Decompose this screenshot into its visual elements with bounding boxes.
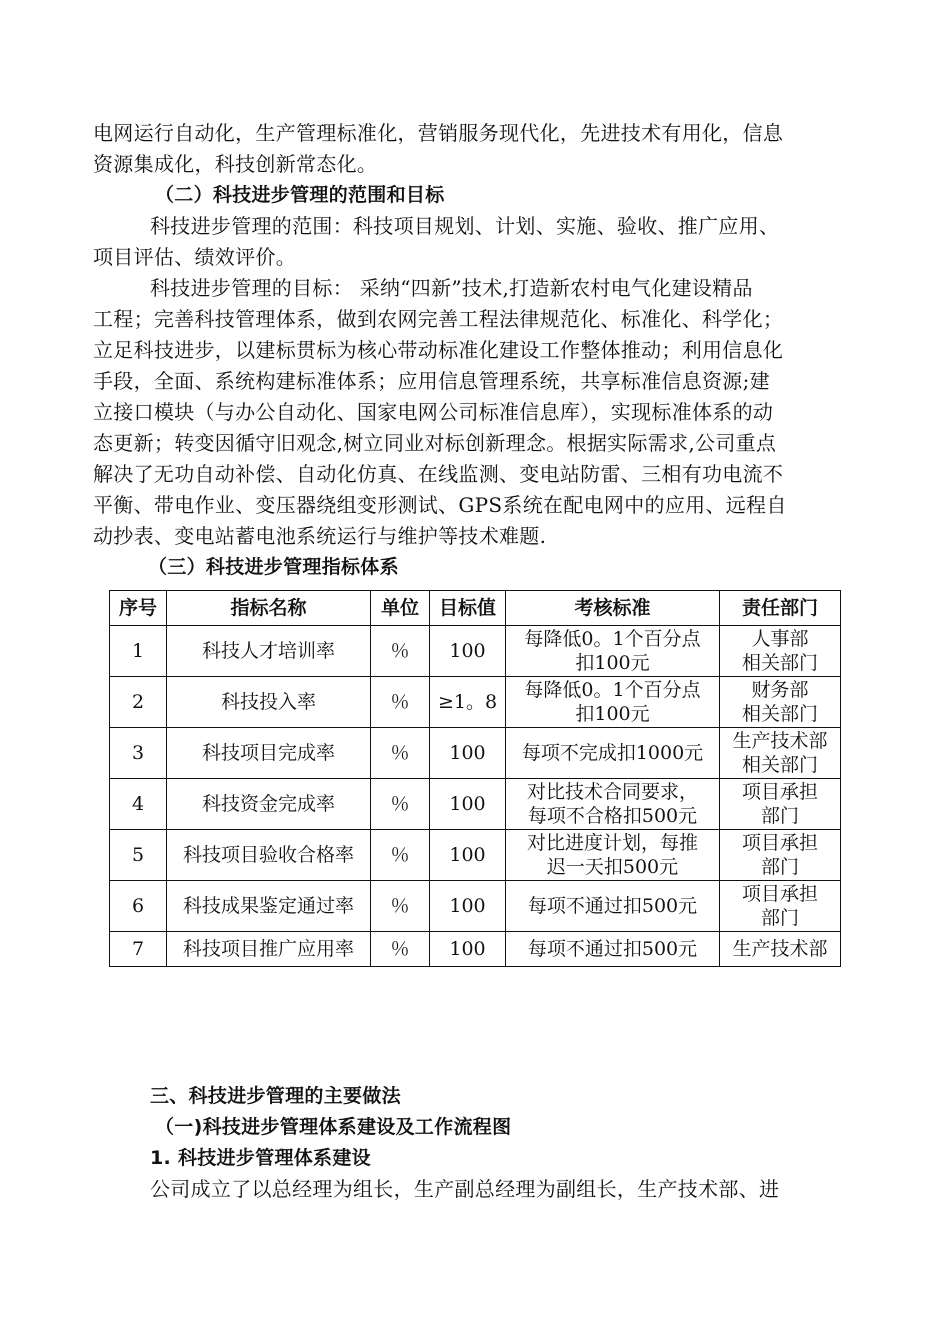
dept-line: 财务部 bbox=[751, 679, 809, 701]
column-header: 序号 bbox=[110, 591, 167, 626]
paragraph-line: 科技进步管理的目标： 采纳“四新”技术,打造新农村电气化建设精品 bbox=[150, 276, 753, 300]
dept-line: 项目承担 bbox=[741, 781, 818, 803]
paragraph-line: 电网运行自动化，生产管理标准化，营销服务现代化，先进技术有用化，信息 bbox=[93, 121, 784, 145]
table-row bbox=[110, 677, 841, 728]
cell-unit: ％ bbox=[371, 779, 430, 830]
standard-line: 每项不通过扣500元 bbox=[527, 895, 698, 917]
column-header: 单位 bbox=[371, 591, 430, 626]
standard-line: 每项不合格扣500元 bbox=[527, 805, 698, 827]
cell-standard bbox=[506, 626, 720, 677]
paragraph-line: 科技进步管理的范围：科技项目规划、计划、实施、验收、推广应用、 bbox=[150, 214, 780, 238]
cell-standard bbox=[506, 779, 720, 830]
standard-line: 每降低0。1个百分点 bbox=[524, 628, 701, 650]
cell-no: 1 bbox=[110, 626, 167, 677]
cell-dept bbox=[720, 728, 841, 779]
dept-line: 部门 bbox=[760, 805, 799, 827]
dept-line: 人事部 bbox=[751, 628, 809, 650]
table-header-row bbox=[110, 591, 841, 626]
paragraph-line: 项目评估、绩效评价。 bbox=[93, 245, 296, 269]
standard-line: 对比进度计划，每推 bbox=[526, 832, 698, 854]
section-heading: （三）科技进步管理指标体系 bbox=[148, 556, 399, 578]
cell-dept bbox=[720, 830, 841, 881]
cell-name: 科技项目推广应用率 bbox=[167, 932, 371, 967]
cell-unit: ％ bbox=[371, 728, 430, 779]
cell-no: 7 bbox=[110, 932, 167, 967]
standard-line: 迟一天扣500元 bbox=[546, 856, 679, 878]
cell-name: 科技资金完成率 bbox=[167, 779, 371, 830]
cell-unit: ％ bbox=[371, 677, 430, 728]
paragraph-line: 手段，全面、系统构建标准体系；应用信息管理系统，共享标准信息资源;建 bbox=[93, 369, 770, 393]
paragraph-line: 资源集成化，科技创新常态化。 bbox=[93, 152, 378, 176]
paragraph-line: 平衡、带电作业、变压器绕组变形测试、GPS系统在配电网中的应用、远程自 bbox=[93, 493, 787, 517]
dept-line: 项目承担 bbox=[741, 832, 818, 854]
table-row bbox=[110, 830, 841, 881]
cell-standard bbox=[506, 881, 720, 932]
cell-target: 100 bbox=[430, 830, 506, 881]
cell-target: 100 bbox=[430, 779, 506, 830]
subsection-heading: 1. 科技进步管理体系建设 bbox=[150, 1147, 371, 1169]
dept-line: 相关部门 bbox=[741, 754, 818, 776]
paragraph-line: 动抄表、变电站蓄电池系统运行与维护等技术难题. bbox=[93, 524, 547, 548]
column-header: 目标值 bbox=[430, 591, 506, 626]
dept-line: 项目承担 bbox=[741, 883, 818, 905]
part3-block bbox=[93, 1081, 859, 1205]
cell-target: ≥1。8 bbox=[430, 677, 506, 728]
cell-standard bbox=[506, 677, 720, 728]
cell-target: 100 bbox=[430, 881, 506, 932]
table-row bbox=[110, 779, 841, 830]
dept-line: 生产技术部 bbox=[732, 730, 828, 752]
cell-name: 科技成果鉴定通过率 bbox=[167, 881, 371, 932]
paragraph-line: 态更新；转变因循守旧观念,树立同业对标创新理念。根据实际需求,公司重点 bbox=[93, 431, 777, 455]
cell-dept bbox=[720, 779, 841, 830]
standard-line: 每项不通过扣500元 bbox=[527, 938, 698, 960]
paragraph-line: 公司成立了以总经理为组长，生产副总经理为副组长，生产技术部、进 bbox=[150, 1177, 780, 1201]
cell-no: 3 bbox=[110, 728, 167, 779]
cell-name: 科技项目完成率 bbox=[167, 728, 371, 779]
cell-unit: ％ bbox=[371, 626, 430, 677]
cell-target: 100 bbox=[430, 728, 506, 779]
dept-line: 部门 bbox=[760, 907, 799, 929]
cell-standard bbox=[506, 932, 720, 967]
cell-no: 4 bbox=[110, 779, 167, 830]
standard-line: 对比技术合同要求， bbox=[526, 781, 698, 803]
document-body bbox=[93, 118, 859, 583]
cell-standard bbox=[506, 728, 720, 779]
dept-line: 生产技术部 bbox=[732, 938, 828, 960]
table-row bbox=[110, 728, 841, 779]
paragraph-line: 工程；完善科技管理体系，做到农网完善工程法律规范化、标准化、科学化； bbox=[93, 307, 784, 331]
subsection-heading: （一)科技进步管理体系建设及工作流程图 bbox=[155, 1116, 512, 1138]
cell-target: 100 bbox=[430, 932, 506, 967]
cell-dept bbox=[720, 932, 841, 967]
cell-target: 100 bbox=[430, 626, 506, 677]
cell-unit: ％ bbox=[371, 932, 430, 967]
section-heading: （二）科技进步管理的范围和目标 bbox=[155, 184, 445, 206]
column-header: 责任部门 bbox=[720, 591, 841, 626]
cell-unit: ％ bbox=[371, 881, 430, 932]
paragraph-line: 立接口模块（与办公自动化、国家电网公司标准信息库），实现标准体系的动 bbox=[93, 400, 774, 424]
dept-line: 相关部门 bbox=[741, 703, 818, 725]
dept-line: 部门 bbox=[760, 856, 799, 878]
cell-no: 2 bbox=[110, 677, 167, 728]
paragraph-line: 解决了无功自动补偿、自动化仿真、在线监测、变电站防雷、三相有功电流不 bbox=[93, 462, 784, 486]
column-header: 考核标准 bbox=[506, 591, 720, 626]
standard-line: 扣100元 bbox=[575, 652, 650, 674]
table-row bbox=[110, 932, 841, 967]
standard-line: 每降低0。1个百分点 bbox=[524, 679, 701, 701]
cell-no: 6 bbox=[110, 881, 167, 932]
cell-name: 科技人才培训率 bbox=[167, 626, 371, 677]
standard-line: 扣100元 bbox=[575, 703, 650, 725]
cell-standard bbox=[506, 830, 720, 881]
cell-unit: ％ bbox=[371, 830, 430, 881]
table-row bbox=[110, 881, 841, 932]
table-row bbox=[110, 626, 841, 677]
paragraph-line: 立足科技进步，以建标贯标为核心带动标准化建设工作整体推动；利用信息化 bbox=[93, 338, 784, 362]
cell-no: 5 bbox=[110, 830, 167, 881]
cell-name: 科技项目验收合格率 bbox=[167, 830, 371, 881]
dept-line: 相关部门 bbox=[741, 652, 818, 674]
kpi-table bbox=[109, 590, 841, 967]
cell-dept bbox=[720, 677, 841, 728]
cell-dept bbox=[720, 881, 841, 932]
column-header: 指标名称 bbox=[167, 591, 371, 626]
cell-dept bbox=[720, 626, 841, 677]
standard-line: 每项不完成扣1000元 bbox=[521, 742, 704, 764]
cell-name: 科技投入率 bbox=[167, 677, 371, 728]
part-heading: 三、科技进步管理的主要做法 bbox=[150, 1085, 401, 1107]
